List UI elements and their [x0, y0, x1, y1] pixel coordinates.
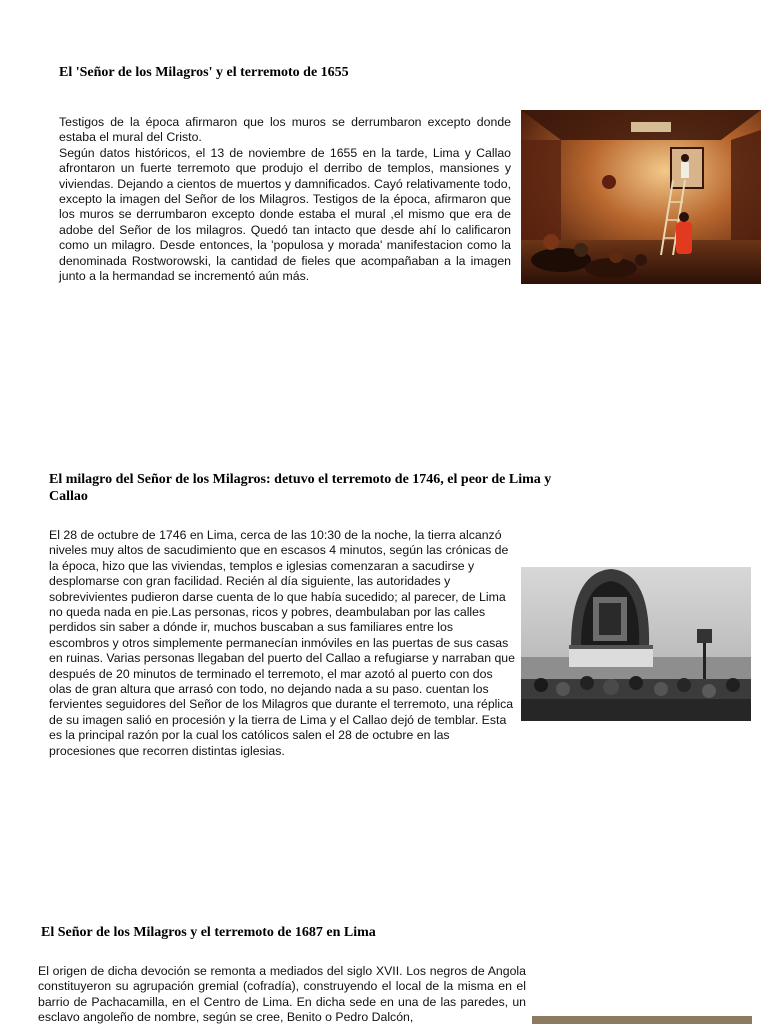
section-1-paragraph-1: Testigos de la época afirmaron que los muros se derrumbaron excepto donde estaba el mural del Cristo.: [59, 115, 511, 145]
section-2-body: [49, 528, 515, 759]
partial-photo-image: [532, 1016, 752, 1024]
section-3-body: [38, 964, 526, 1026]
section-2-paragraph-1: El 28 de octubre de 1746 en Lima, cerca de las 10:30 de la noche, la tierra alcanzó niveles muy altos de sacudimiento que en escasos 4 minutos, según las crónicas de la época, hizo que las viviendas, templos e iglesias comenzaran a sacudirse y desplomarse con gran facilidad. Recién al día siguiente, las autoridades y sobrevivientes pudieron darse cuenta de lo que había sucedido; al parecer, de Lima no queda nada en pie.Las personas, ricos y pobres, deambulaban por las calles perdidos sin saber a dónde ir, muchos buscaban a sus familiares entre los escombros y otros simplemente permanecían inmóviles en las puertas de sus casas en ruinas. Varias personas llegaban del puerto del Callao a refugiarse y narraban que después de 20 minutos de terminado el terremoto, el mar azotó al puerto con dos olas de gran altura que arrasó con todo, no dejando nada a su paso. cuentan los fervientes seguidores del Señor de los Milagros que durante el terremoto, una réplica de su imagen salió en procesión y la tierra de Lima y el Callao dejó de temblar. Esta es la principal razón por la cual los católicos salen el 28 de octubre en las procesiones que recorren distintas iglesias.: [49, 528, 515, 758]
section-2-heading: El milagro del Señor de los Milagros: detuvo el terremoto de 1746, el peor de Lima y Callao: [49, 472, 552, 504]
section-1-heading: El 'Señor de los Milagros' y el terremoto de 1655: [59, 65, 349, 80]
section-3-paragraph-1: El origen de dicha devoción se remonta a mediados del siglo XVII. Los negros de Angola constituyeron su agrupación gremial (cofradía), construyendo el local de la misma en el barrio de Pachacamilla, en el Centro de Lima. En dicha sede en una de las paredes, un esclavo angoleño de nombre, según se cree, Benito o Pedro Dalcón,: [38, 964, 526, 1025]
section-3-heading: El Señor de los Milagros y el terremoto de 1687 en Lima: [41, 925, 376, 940]
section-1-body: [59, 115, 511, 284]
mural-painting-image: [521, 110, 761, 284]
section-1-paragraph-2: Según datos históricos, el 13 de noviembre de 1655 en la tarde, Lima y Callao afrontaron un fuerte terremoto que produjo el derribo de templos, mansiones y viviendas. Dejando a cientos de muertos y damnificados. Cayó relativamente todo, excepto la imagen del Señor de los Milagros. Testigos de la época, afirmaron que los muros se derrumbaron excepto donde estaba el mural ,el mismo que era de adobe del Señor de los milagros. Quedó tan intacto que desde ahí lo calificaron como un milagro. Desde entonces, la 'populosa y morada' manifestacion como la denominada Rostworowski, la cantidad de fieles que acompañaban a la imagen junto a la hermandad se incrementó aún más.: [59, 145, 511, 284]
procession-photo-image: [521, 567, 751, 721]
